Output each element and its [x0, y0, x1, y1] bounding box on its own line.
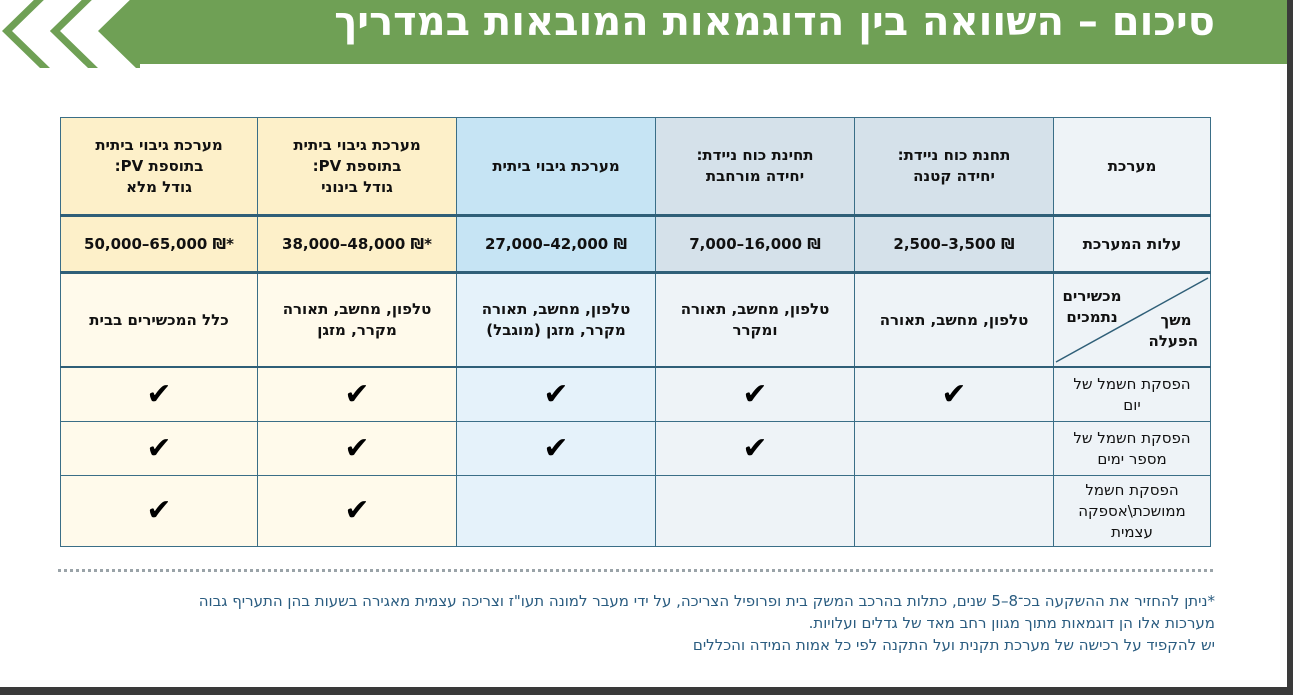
check-icon: ✔	[344, 376, 370, 412]
check-icon: ✔	[344, 493, 370, 528]
table-header-row	[61, 118, 1211, 216]
row-label-system: מערכת	[1054, 118, 1211, 216]
scenario-cell	[457, 476, 656, 547]
check-icon: ✔	[146, 376, 172, 412]
table-row-scenario-day	[61, 367, 1211, 422]
scenario-cell	[656, 476, 855, 547]
check-icon: ✔	[742, 376, 768, 412]
cost-cell: 38,000–48,000 ₪*	[258, 216, 457, 273]
check-icon: ✔	[941, 376, 967, 412]
header-band	[0, 0, 1287, 64]
footnotes	[75, 590, 1215, 656]
dotted-divider	[58, 569, 1213, 572]
col-header-small-unit: תחנת כוח ניידת: יחידה קטנה	[855, 118, 1054, 216]
table-row-cost	[61, 216, 1211, 273]
row-label-scenario: הפסקת חשמל של יום	[1054, 367, 1211, 422]
table-row-devices	[61, 273, 1211, 368]
table-row-scenario-days	[61, 422, 1211, 476]
check-icon: ✔	[543, 376, 569, 412]
scenario-cell	[258, 422, 457, 476]
devices-cell: כלל המכשירים בבית	[61, 273, 258, 368]
double-chevron-icon	[0, 0, 140, 68]
cost-cell: 27,000–42,000 ₪	[457, 216, 656, 273]
scenario-cell	[457, 422, 656, 476]
duration-label: משך הפעלה	[1148, 311, 1198, 350]
devices-cell: טלפון, מחשב, תאורה מקרר, מזגן	[258, 273, 457, 368]
scenario-cell	[258, 476, 457, 547]
scenario-cell	[656, 422, 855, 476]
row-label-devices-duration	[1054, 273, 1211, 368]
table-row-scenario-long	[61, 476, 1211, 547]
row-label-cost: עלות המערכת	[1054, 216, 1211, 273]
comparison-table	[60, 117, 1211, 547]
devices-cell: טלפון, מחשב, תאורה	[855, 273, 1054, 368]
cost-cell: 2,500–3,500 ₪	[855, 216, 1054, 273]
scenario-cell	[61, 476, 258, 547]
devices-label: מכשירים נתמכים	[1062, 287, 1122, 326]
col-header-home-backup-pv-medium: מערכת גיבוי ביתית בתוספת PV: גודל בינוני	[258, 118, 457, 216]
scenario-cell	[855, 422, 1054, 476]
footnote-line: יש להקפיד על רכישה של מערכת תקנית ועל התקנה לפי כל אמות המידה והכללים	[692, 636, 1215, 654]
footnote-line: מערכות אלו הן דוגמאות מתוך מגוון רחב מאד של גדלים ועלויות.	[808, 614, 1215, 632]
scenario-cell	[855, 367, 1054, 422]
check-icon: ✔	[146, 493, 172, 528]
check-icon: ✔	[543, 430, 569, 466]
check-icon: ✔	[344, 430, 370, 466]
scenario-cell	[855, 476, 1054, 547]
col-header-home-backup-pv-full: מערכת גיבוי ביתית בתוספת PV: גודל מלא	[61, 118, 258, 216]
devices-cell: טלפון, מחשב, תאורה ומקרר	[656, 273, 855, 368]
cost-cell: 50,000–65,000 ₪*	[61, 216, 258, 273]
cost-cell: 7,000–16,000 ₪	[656, 216, 855, 273]
devices-cell: טלפון, מחשב, תאורה מקרר, מזגן (מוגבל)	[457, 273, 656, 368]
page-title: סיכום – השוואה בין הדוגמאות המובאות במדריך	[334, 0, 1215, 45]
col-header-home-backup: מערכת גיבוי ביתית	[457, 118, 656, 216]
scenario-cell	[258, 367, 457, 422]
row-label-scenario: הפסקת חשמל ממושכת\אספקה עצמית	[1054, 476, 1211, 547]
scenario-cell	[656, 367, 855, 422]
check-icon: ✔	[146, 430, 172, 466]
comparison-table-wrap	[60, 117, 1210, 546]
scenario-cell	[457, 367, 656, 422]
scenario-cell	[61, 367, 258, 422]
col-header-extended-unit: תחינת כוח ניידת: יחידה מורחבת	[656, 118, 855, 216]
check-icon: ✔	[742, 430, 768, 466]
row-label-scenario: הפסקת חשמל של מספר ימים	[1054, 422, 1211, 476]
scenario-cell	[61, 422, 258, 476]
footnote-line: *ניתן להחזיר את ההשקעה בכ־8–5 שנים, כתלות בהרכב המשק בית ופרופיל הצריכה, על ידי מעבר למונה תעו"ז וצריכה עצמית מאגירה בשעות בהן התעריף גבוה	[198, 592, 1215, 610]
